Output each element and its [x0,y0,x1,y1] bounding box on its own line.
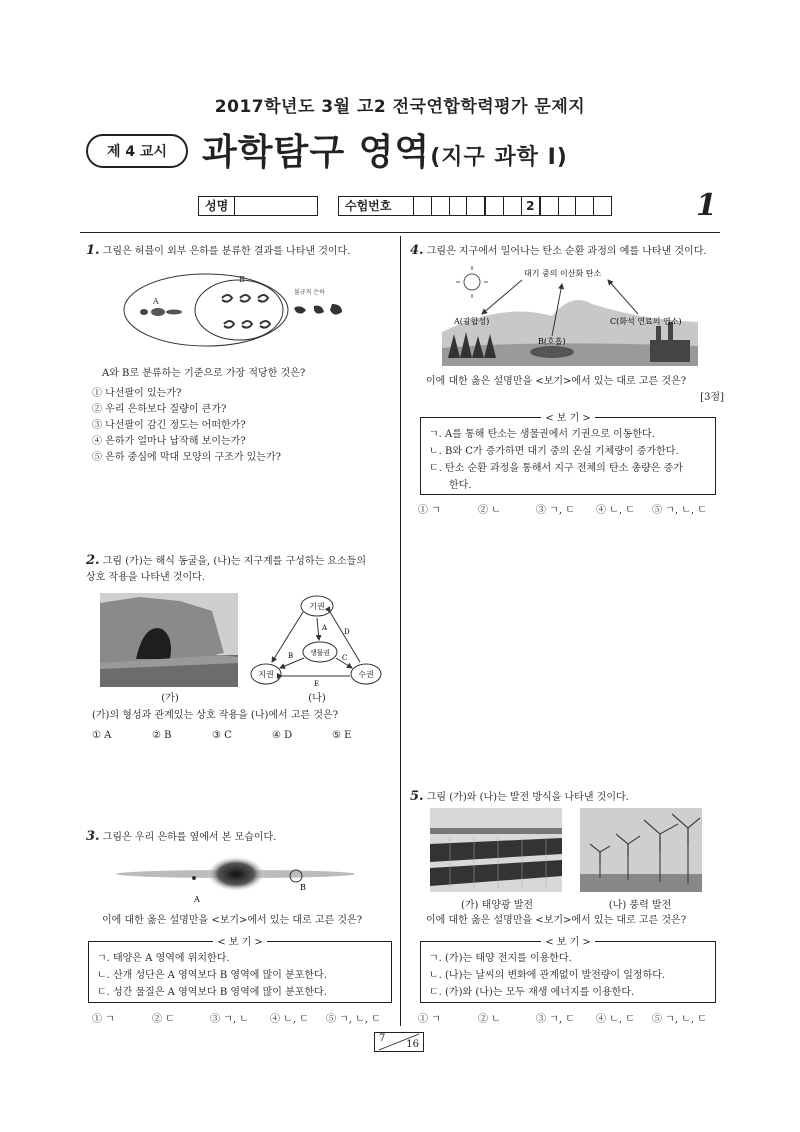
choice[interactable]: ③ C [212,730,232,741]
bogi-item: ㄱ. A를 통해 탄소는 생물권에서 기권으로 이동한다. [429,429,655,440]
page-number: 1 [696,188,717,223]
question-4-choices [418,503,728,519]
caption-na: (나) [308,693,326,704]
question-text-2: 상호 작용을 나타낸 것이다. [86,572,205,583]
photosynthesis-label: A(광합성) [454,317,490,326]
question-2-stem [86,553,396,586]
choice[interactable]: ③ 나선팔이 감긴 정도는 어떠한가? [92,420,246,431]
header-rule [80,232,720,233]
fig-label-b: B [239,275,245,284]
choice[interactable]: ① ㄱ [418,505,441,516]
question-5-prompt: 이에 대한 옳은 설명만을 <보기>에서 있는 대로 고른 것은? [426,915,687,926]
question-number: 2. [86,553,100,568]
choice[interactable]: ③ ㄱ, ㄷ [536,1014,575,1025]
combustion-label: C(화석 연료의 연소) [610,317,682,326]
question-4-points: [3점] [700,392,724,403]
exam-digit-box [432,197,450,215]
galaxy-label-a: A [194,895,200,904]
earth-system-diagram [250,594,384,690]
exam-digit-box-filled: 2 [522,197,541,215]
exam-top-title: 2017학년도 3월 고2 전국연합학력평가 문제지 [214,97,586,117]
choice[interactable]: ② ㄴ [478,1014,501,1025]
question-text: 그림은 지구에서 일어나는 탄소 순환 과정의 예를 나타낸 것이다. [426,246,707,257]
question-4-prompt: 이에 대한 옳은 설명만을 <보기>에서 있는 대로 고른 것은? [426,376,687,387]
question-text: 그림은 허블이 외부 은하를 분류한 결과를 나타낸 것이다. [102,246,351,257]
caption-solar: (가) 태양광 발전 [460,900,534,911]
fig-label-a: A [153,297,159,306]
choice[interactable]: ④ D [272,730,293,741]
question-number: 4. [410,243,424,258]
galaxy-label-b: B [300,883,306,892]
name-blank [235,197,317,215]
question-number: 3. [86,829,100,844]
choice[interactable]: ① A [92,730,112,741]
arrow-label-e: E [314,680,320,688]
question-text: 그림 (가)는 해식 동굴을, (나)는 지구계를 구성하는 요소들의 [102,556,366,567]
choice[interactable]: ② ㄷ [152,1014,175,1025]
name-field [198,196,318,216]
fig-label-irregular: 불규칙 은하 [294,289,325,296]
page-counter [374,1032,424,1052]
bogi-item: ㄷ. 탄소 순환 과정을 통해서 지구 전체의 탄소 총량은 증가 [429,463,683,474]
bogi-item: ㄷ. 성간 물질은 A 영역보다 B 영역에 많이 분포한다. [97,987,327,998]
sphere-biosphere: 생물권 [309,649,331,657]
question-text: 그림 (가)와 (나)는 발전 방식을 나타낸 것이다. [426,792,629,803]
sphere-geosphere: 지권 [258,670,274,679]
sea-cave-photo [100,593,238,687]
question-5-stem [410,789,730,806]
choice[interactable]: ④ ㄴ, ㄷ [596,1014,635,1025]
subject-title [202,124,568,175]
question-5-bogi-box [420,937,716,1003]
question-3-bogi-box [88,937,392,1003]
arrow-label-c: C [342,654,348,662]
subject-subtitle: (지구 과학 Ⅰ) [430,145,568,170]
question-1-prompt: A와 B로 분류하는 기준으로 가장 적당한 것은? [102,368,306,379]
page-total: 16 [406,1039,419,1050]
bogi-item: ㄴ. B와 C가 증가하면 대기 중의 온실 기체량이 증가한다. [429,446,679,457]
choice[interactable]: ② 우리 은하보다 질량이 큰가? [92,404,227,415]
page-current: 7 [379,1033,386,1044]
exam-digit-box [594,197,611,215]
bogi-title: < 보 기 > [541,413,595,424]
choice[interactable]: ② B [152,730,172,741]
solar-power-photo [430,808,562,892]
question-3-choices [92,1012,392,1028]
question-3-stem [86,829,396,846]
choice[interactable]: ② ㄴ [478,505,501,516]
carbon-cycle-figure [442,262,698,366]
caption-ga: (가) [161,693,179,704]
arrow-label-d: D [344,628,350,636]
bogi-item: ㄱ. (가)는 태양 전지를 이용한다. [429,953,572,964]
arrow-label-a: A [322,624,328,632]
question-1-stem [86,243,396,260]
bogi-title: < 보 기 > [213,937,267,948]
exam-digit-box [541,197,559,215]
choice[interactable]: ① ㄱ [92,1014,115,1025]
exam-digit-box [450,197,468,215]
respiration-label: B(호흡) [538,337,566,346]
exam-number-field [338,196,612,216]
question-2-prompt: (가)의 형성과 관계있는 상호 작용을 (나)에서 고른 것은? [92,710,339,721]
bogi-item-cont: 한다. [449,480,472,491]
choice[interactable]: ⑤ 은하 중심에 막대 모양의 구조가 있는가? [92,452,281,463]
exam-digit-box [467,197,486,215]
bogi-title: < 보 기 > [541,937,595,948]
question-number: 1. [86,243,100,258]
question-5-choices [418,1012,728,1028]
choice[interactable]: ① 나선팔이 있는가? [92,388,182,399]
name-label: 성명 [199,197,235,215]
question-number: 5. [410,789,424,804]
question-3-prompt: 이에 대한 옳은 설명만을 <보기>에서 있는 대로 고른 것은? [102,915,363,926]
bogi-item: ㄱ. 태양은 A 영역에 위치한다. [97,953,230,964]
choice[interactable]: ⑤ ㄱ, ㄴ, ㄷ [652,1014,707,1025]
choice[interactable]: ① ㄱ [418,1014,441,1025]
exam-digit-box [414,197,432,215]
carbon-dioxide-label: 대기 중의 이산화 탄소 [524,269,602,278]
bogi-item: ㄷ. (가)와 (나)는 모두 재생 에너지를 이용한다. [429,987,635,998]
wind-power-photo [580,808,702,892]
subject-main: 과학탐구 영역 [202,132,431,173]
choice[interactable]: ⑤ ㄱ, ㄴ, ㄷ [326,1014,381,1025]
choice[interactable]: ⑤ ㄱ, ㄴ, ㄷ [652,505,707,516]
choice[interactable]: ⑤ E [332,730,352,741]
choice[interactable]: ④ 은하가 얼마나 납작해 보이는가? [92,436,246,447]
exam-digit-box [559,197,577,215]
exam-digit-box [504,197,522,215]
sphere-atmosphere: 기권 [309,602,325,611]
column-divider [400,236,401,1026]
period-badge: 제 4 교시 [86,134,188,168]
bogi-item: ㄴ. 산개 성단은 A 영역보다 B 영역에 많이 분포한다. [97,970,327,981]
choice[interactable]: ③ ㄱ, ㄴ [210,1014,249,1025]
choice[interactable]: ④ ㄴ, ㄷ [270,1014,309,1025]
milky-way-side-view [110,852,354,908]
question-4-bogi-box [420,413,716,495]
hubble-classification-figure [122,268,372,348]
question-text: 그림은 우리 은하를 옆에서 본 모습이다. [102,832,277,843]
exam-digit-box [486,197,504,215]
choice[interactable]: ④ ㄴ, ㄷ [596,505,635,516]
caption-wind: (나) 풍력 발전 [608,900,672,911]
exam-number-label: 수험번호 [339,197,414,215]
question-2-choices [92,728,392,744]
question-4-stem [410,243,730,260]
choice[interactable]: ③ ㄱ, ㄷ [536,505,575,516]
exam-digit-box [576,197,594,215]
sphere-hydrosphere: 수권 [358,670,374,679]
arrow-label-b: B [288,652,294,660]
question-1-choices [92,386,392,466]
bogi-item: ㄴ. (나)는 날씨의 변화에 관계없이 발전량이 일정하다. [429,970,666,981]
